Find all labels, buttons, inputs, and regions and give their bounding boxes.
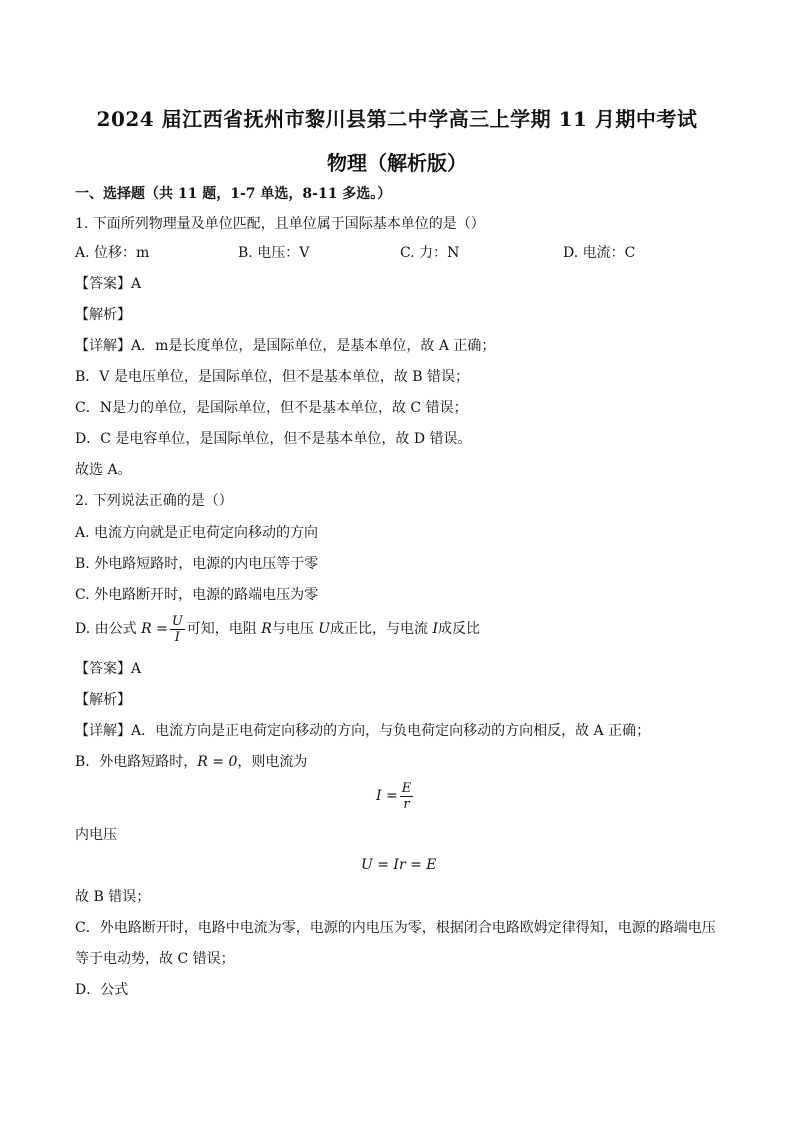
q2-option-d-text-b: 与电压 <box>271 621 314 637</box>
q1-detail-a: 【详解】A．m是长度单位，是国际单位，是基本单位，故 A 正确； <box>75 338 496 354</box>
equation-current-fraction <box>400 781 414 812</box>
q1-option-c: C. 力：N <box>400 245 460 261</box>
q1-detail-d: D．C 是电容单位，是国际单位，但不是基本单位，故 D 错误。 <box>75 431 472 447</box>
document-title: 2024 届江西省抚州市黎川县第二中学高三上学期 11 月期中考试 <box>96 107 698 131</box>
fraction-denominator: I <box>174 629 180 645</box>
q2-detail-b-suffix: ，则电流为 <box>237 754 308 770</box>
q2-option-d-var-i: I <box>432 621 439 637</box>
q2-option-d-var-u: U <box>318 621 331 637</box>
equation-inner-voltage: U = Ir = E <box>361 857 437 873</box>
inner-voltage-label: 内电压 <box>75 827 117 843</box>
q2-analysis-label: 【解析】 <box>75 692 131 708</box>
q2-option-c: C. 外电路断开时，电源的路端电压为零 <box>75 587 319 603</box>
section-heading: 一、选择题（共 11 题，1-7 单选，8-11 多选。） <box>75 186 392 202</box>
q2-detail-c-line1: C．外电路断开时，电路中电流为零，电源的内电压为零，根据闭合电路欧姆定律得知，电源的路端电压 <box>75 920 716 936</box>
q2-option-d-var-r: R <box>261 621 272 637</box>
q2-detail-b-prefix: B．外电路短路时， <box>75 754 198 770</box>
q2-option-d-formula-lhs: R = <box>141 621 168 637</box>
q1-answer: 【答案】A <box>75 276 142 292</box>
q2-option-d-text-a: 可知，电阻 <box>186 621 257 637</box>
q2-option-a: A. 电流方向就是正电荷定向移动的方向 <box>75 525 319 541</box>
q2-detail-a: 【详解】A．电流方向是正电荷定向移动的方向，与负电荷定向移动的方向相反，故 A 正确； <box>75 723 651 739</box>
equation-current <box>376 776 415 816</box>
q2-option-b: B. 外电路短路时，电源的内电压等于零 <box>75 556 319 572</box>
q1-option-b: B. 电压：V <box>238 245 310 261</box>
equation-current-lhs: I = <box>376 788 398 804</box>
q1-analysis-label: 【解析】 <box>75 307 131 323</box>
fraction-denominator: r <box>403 796 410 812</box>
q1-stem: 1. 下面所列物理量及单位匹配，且单位属于国际基本单位的是（） <box>75 216 485 232</box>
q2-stem: 2. 下列说法正确的是（） <box>75 493 233 509</box>
q2-option-d-text-d: 成反比 <box>438 621 481 637</box>
q2-detail-d: D．公式 <box>75 982 129 998</box>
q1-option-d: D. 电流：C <box>563 245 636 261</box>
q2-answer: 【答案】A <box>75 661 142 677</box>
q1-option-a: A. 位移：m <box>75 245 150 261</box>
q2-detail-b-formula: R = 0 <box>197 754 238 770</box>
q2-option-d-text-c: 成正比，与电流 <box>330 621 429 637</box>
q1-conclusion: 故选 A。 <box>75 462 132 478</box>
q2-option-d <box>75 612 480 646</box>
q2-detail-c-line2: 等于电动势，故 C 错误； <box>75 951 235 967</box>
q1-detail-b: B．V 是电压单位，是国际单位，但不是基本单位，故 B 错误； <box>75 369 470 385</box>
fraction-numerator: U <box>171 613 183 629</box>
q2-option-d-prefix: D. 由公式 <box>75 621 137 637</box>
q2-option-d-fraction <box>170 614 185 645</box>
q1-detail-c: C．N是力的单位，是国际单位，但不是基本单位，故 C 错误； <box>75 400 468 416</box>
q2-detail-b <box>75 752 307 772</box>
q2-b-conclusion: 故 B 错误； <box>75 889 151 905</box>
fraction-numerator: E <box>401 780 412 796</box>
document-subtitle: 物理（解析版） <box>327 151 467 175</box>
